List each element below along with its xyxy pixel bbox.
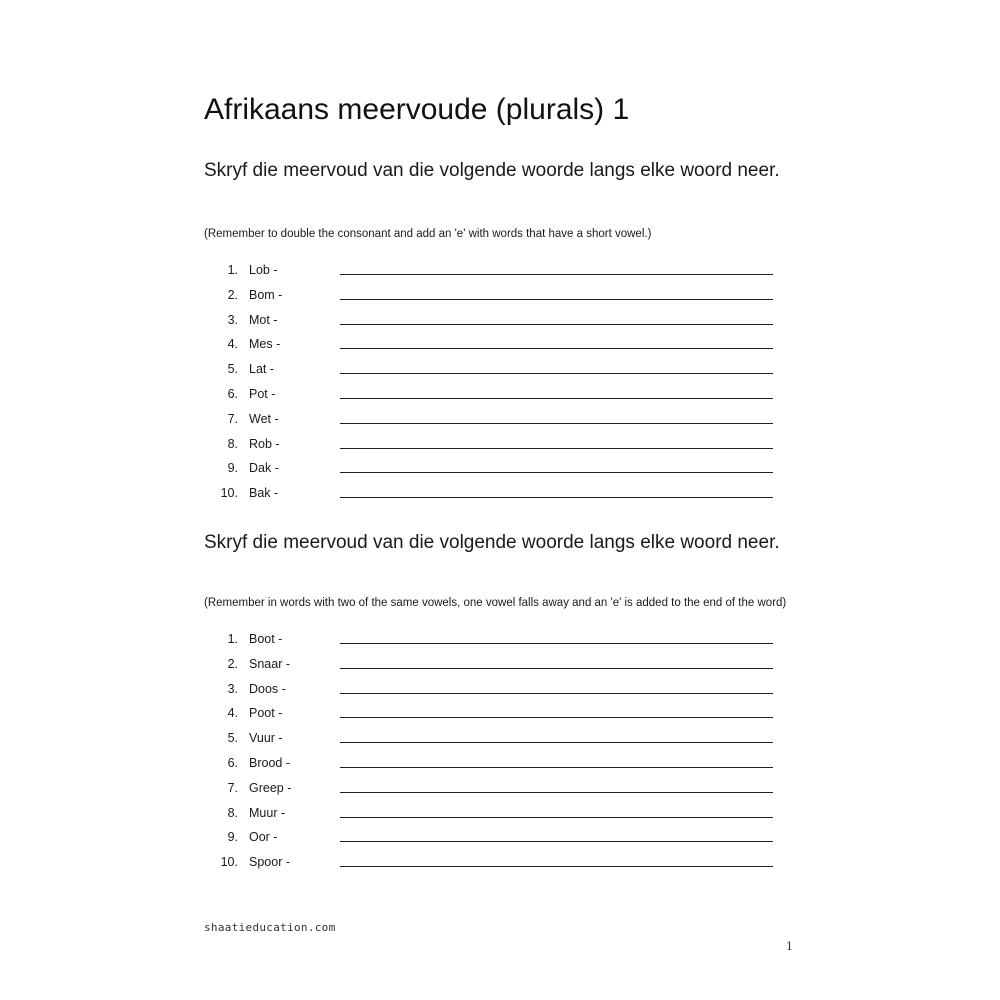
item-word: Mot - bbox=[249, 312, 278, 327]
item-number: 7. bbox=[227, 780, 238, 795]
item-word: Pot - bbox=[249, 386, 276, 401]
item-number: 5. bbox=[227, 362, 238, 377]
list-item bbox=[0, 261, 1000, 286]
item-word: Lob - bbox=[249, 263, 278, 277]
list-item bbox=[0, 828, 1000, 853]
answer-line[interactable] bbox=[340, 423, 773, 424]
section1-instruction: Skryf die meervoud van die volgende woorde langs elke woord neer. bbox=[204, 160, 780, 181]
answer-line[interactable] bbox=[340, 643, 773, 644]
list-item bbox=[0, 435, 1000, 460]
item-word: Oor - bbox=[249, 830, 278, 845]
answer-line[interactable] bbox=[340, 398, 773, 399]
item-number: 5. bbox=[227, 731, 238, 746]
answer-line[interactable] bbox=[340, 373, 773, 374]
item-number: 6. bbox=[227, 755, 238, 770]
item-number: 1. bbox=[227, 263, 238, 277]
answer-line[interactable] bbox=[340, 817, 773, 818]
list-item bbox=[0, 385, 1000, 410]
list-item bbox=[0, 360, 1000, 385]
list-item bbox=[0, 655, 1000, 680]
answer-line[interactable] bbox=[340, 274, 773, 275]
item-word: Doos - bbox=[249, 681, 286, 696]
item-number: 10. bbox=[220, 486, 238, 501]
item-word: Boot - bbox=[249, 632, 283, 646]
answer-line[interactable] bbox=[340, 866, 773, 867]
footer-website: shaatieducation.com bbox=[204, 921, 336, 934]
list-item bbox=[0, 311, 1000, 336]
list-item bbox=[0, 754, 1000, 779]
item-word: Bak - bbox=[249, 486, 279, 501]
answer-line[interactable] bbox=[340, 472, 773, 473]
list-item bbox=[0, 680, 1000, 705]
section1-word-list bbox=[0, 261, 1000, 509]
section1-note: (Remember to double the consonant and add an 'e' with words that have a short vowel.) bbox=[204, 228, 652, 240]
item-word: Poot - bbox=[249, 706, 283, 721]
item-word: Snaar - bbox=[249, 656, 290, 671]
answer-line[interactable] bbox=[340, 717, 773, 718]
item-word: Wet - bbox=[249, 411, 279, 426]
list-item bbox=[0, 853, 1000, 878]
item-number: 8. bbox=[227, 436, 238, 451]
list-item bbox=[0, 335, 1000, 360]
item-word: Spoor - bbox=[249, 855, 290, 870]
list-item bbox=[0, 459, 1000, 484]
answer-line[interactable] bbox=[340, 792, 773, 793]
item-number: 7. bbox=[227, 411, 238, 426]
item-number: 10. bbox=[220, 855, 238, 870]
answer-line[interactable] bbox=[340, 324, 773, 325]
answer-line[interactable] bbox=[340, 742, 773, 743]
answer-line[interactable] bbox=[340, 668, 773, 669]
list-item bbox=[0, 729, 1000, 754]
answer-line[interactable] bbox=[340, 497, 773, 498]
item-number: 6. bbox=[227, 386, 238, 401]
list-item bbox=[0, 704, 1000, 729]
item-word: Vuur - bbox=[249, 731, 283, 746]
item-word: Muur - bbox=[249, 805, 286, 820]
item-number: 1. bbox=[227, 632, 238, 646]
answer-line[interactable] bbox=[340, 299, 773, 300]
item-word: Dak - bbox=[249, 461, 279, 476]
item-number: 3. bbox=[227, 681, 238, 696]
list-item bbox=[0, 286, 1000, 311]
item-word: Mes - bbox=[249, 337, 281, 352]
item-word: Rob - bbox=[249, 436, 280, 451]
list-item bbox=[0, 779, 1000, 804]
item-number: 9. bbox=[227, 461, 238, 476]
item-number: 4. bbox=[227, 706, 238, 721]
item-number: 9. bbox=[227, 830, 238, 845]
section2-instruction: Skryf die meervoud van die volgende woorde langs elke woord neer. bbox=[204, 532, 780, 553]
page-title: Afrikaans meervoude (plurals) 1 bbox=[204, 93, 630, 126]
item-word: Bom - bbox=[249, 287, 283, 302]
item-number: 3. bbox=[227, 312, 238, 327]
answer-line[interactable] bbox=[340, 841, 773, 842]
answer-line[interactable] bbox=[340, 693, 773, 694]
answer-line[interactable] bbox=[340, 767, 773, 768]
item-number: 8. bbox=[227, 805, 238, 820]
item-word: Lat - bbox=[249, 362, 275, 377]
item-word: Greep - bbox=[249, 780, 292, 795]
list-item bbox=[0, 630, 1000, 655]
section2-note: (Remember in words with two of the same vowels, one vowel falls away and an 'e' is added to the end of the word) bbox=[204, 597, 787, 609]
list-item bbox=[0, 484, 1000, 509]
item-word: Brood - bbox=[249, 755, 290, 770]
item-number: 4. bbox=[227, 337, 238, 352]
item-number: 2. bbox=[227, 656, 238, 671]
page-number: 1 bbox=[786, 940, 793, 953]
list-item bbox=[0, 410, 1000, 435]
list-item bbox=[0, 804, 1000, 829]
section2-word-list bbox=[0, 630, 1000, 878]
item-number: 2. bbox=[227, 287, 238, 302]
answer-line[interactable] bbox=[340, 448, 773, 449]
answer-line[interactable] bbox=[340, 348, 773, 349]
